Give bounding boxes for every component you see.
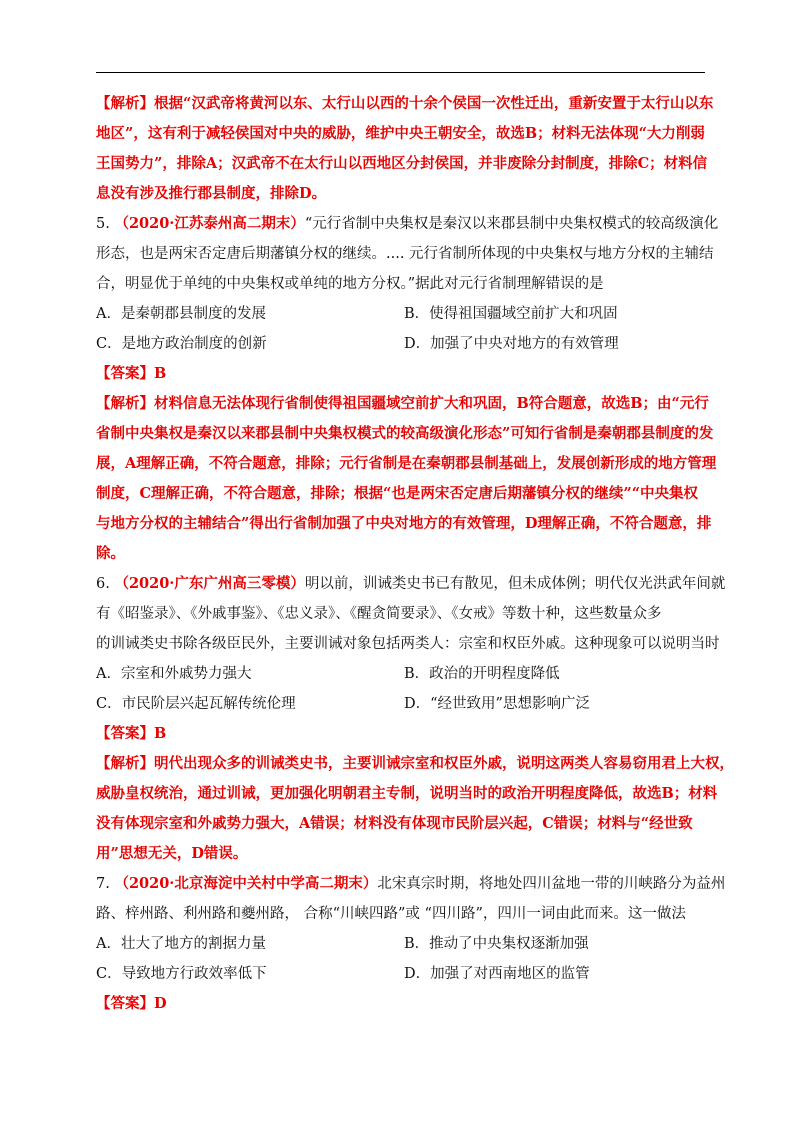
q7-stem-line-1: 7. （2020·北京海淀中关村中学高二期末）北宋真宗时期，将地处四川盆地一带的川峡路分为益州 [96,875,726,892]
q6-analysis-line-1: 【解析】明代出现众多的训诫类史书，主要训诫宗室和权臣外戚，说明这两类人容易窃用君上大权， [96,755,734,772]
q5-answer: 【答案】B [96,365,167,382]
q4-analysis-line-3: 王国势力”，排除A；汉武帝不在太行山以西地区分封侯国，并非废除分封制度，排除C；材料信 [96,155,708,172]
q7-option-d: D．加强了对西南地区的监管 [404,966,590,982]
q4-analysis-line-2: 地区”，这有利于减轻侯国对中央的威胁，维护中央王朝安全，故选B；材料无法体现“大力削弱 [96,125,705,142]
q5-option-d: D．加强了中央对地方的有效管理 [404,336,619,352]
q7-option-b: B．推动了中央集权逐渐加强 [404,936,589,952]
q5-number: 5. [96,216,110,232]
q5-stem-line-3: 合，明显优于单纯的中央集权或单纯的地方分权。”据此对元行省制理解错误的是 [96,276,604,292]
q6-stem-line-2: 有《昭鉴录》、《外戚事鉴》、《忠义录》、《醒贪简要录》、《女戒》等数十种，这些数量众多 [96,606,662,622]
q5-answer-value: B [154,365,167,382]
q5-stem-line-1: 5. （2020·江苏泰州高二期末）“元行省制中央集权是秦汉以来郡县制中央集权模式的较高级演化 [96,215,719,232]
q5-option-c: C．是地方政治制度的创新 [96,336,267,352]
q6-stem-line-1: 6. （2020·广东广州高三零模）明以前，训诫类史书已有散见，但未成体例；明代仅光洪武年间就 [96,575,726,592]
q4-analysis-line-1: 【解析】根据“汉武帝将黄河以东、太行山以西的十余个侯国一次性迁出，重新安置于太行山以东 [96,95,714,112]
q6-analysis-line-3: 没有体现宗室和外戚势力强大，A错误；材料没有体现市民阶层兴起，C错误；材料与“经世致 [96,815,693,832]
q6-number: 6. [96,576,110,592]
q6-option-c: C．市民阶层兴起瓦解传统伦理 [96,696,296,712]
q6-option-d: D．“经世致用”思想影响广泛 [404,696,590,712]
q5-source: （2020·江苏泰州高二期末） [114,215,305,232]
q5-stem-line-2: 形态，也是两宋否定唐后期藩镇分权的继续。.... 元行省制所体现的中央集权与地方分权的主辅结 [96,246,714,262]
q7-stem-line-2: 路、梓州路、利州路和夔州路， 合称“川峡四路”或 “四川路”，四川一词由此而来。这一做法 [96,906,686,922]
header-rule [96,72,705,73]
q5-option-b: B．使得祖国疆域空前扩大和巩固 [404,306,618,322]
q5-analysis-label: 【解析】 [96,395,154,412]
q5-analysis-line-1: 【解析】材料信息无法体现行省制使得祖国疆域空前扩大和巩固，B符合题意，故选B；由“元行 [96,395,709,412]
q7-answer-value: D [154,995,167,1012]
q4-analysis-line-4: 息没有涉及推行郡县制度，排除D。 [96,185,327,202]
q6-analysis-label: 【解析】 [96,755,154,772]
q5-analysis-line-6: 除。 [96,545,125,562]
q6-analysis-line-4: 用”思想无关，D错误。 [96,845,248,862]
q7-option-a: A．壮大了地方的割据力量 [96,936,266,952]
q7-answer: 【答案】D [96,995,167,1012]
q5-option-a: A．是秦朝郡县制度的发展 [96,306,266,322]
q5-analysis-line-4: 制度，C理解正确，不符合题意，排除；根据“也是两宋否定唐后期藩镇分权的继续”“中央集权 [96,485,699,502]
q5-analysis-line-2: 省制中央集权是秦汉以来郡县制中央集权模式的较高级演化形态”可知行省制是秦朝郡县制度的发 [96,425,714,442]
q5-analysis-line-5: 与地方分权的主辅结合”得出行省制加强了中央对地方的有效管理，D理解正确，不符合题意，排 [96,515,712,532]
q7-option-c: C．导致地方行政效率低下 [96,966,267,982]
q5-analysis-line-3: 展，A理解正确，不符合题意，排除；元行省制是在秦朝郡县制基础上，发展创新形成的地方管理 [96,455,717,472]
q6-option-b: B．政治的开明程度降低 [404,666,560,682]
q6-source: （2020·广东广州高三零模） [114,575,305,592]
q6-option-a: A．宗室和外戚势力强大 [96,666,252,682]
q6-answer-value: B [154,725,167,742]
q7-number: 7. [96,876,110,892]
q6-analysis-line-2: 威胁皇权统治，通过训诫，更加强化明朝君主专制，说明当时的政治开明程度降低，故选B；材料 [96,785,718,802]
q4-analysis-label: 【解析】 [96,95,154,112]
q6-stem-line-3: 的训诫类史书除各级臣民外，主要训诫对象包括两类人：宗室和权臣外戚。这种现象可以说明当时 [96,636,720,652]
q7-source: （2020·北京海淀中关村中学高二期末） [114,875,378,892]
q6-answer: 【答案】B [96,725,167,742]
